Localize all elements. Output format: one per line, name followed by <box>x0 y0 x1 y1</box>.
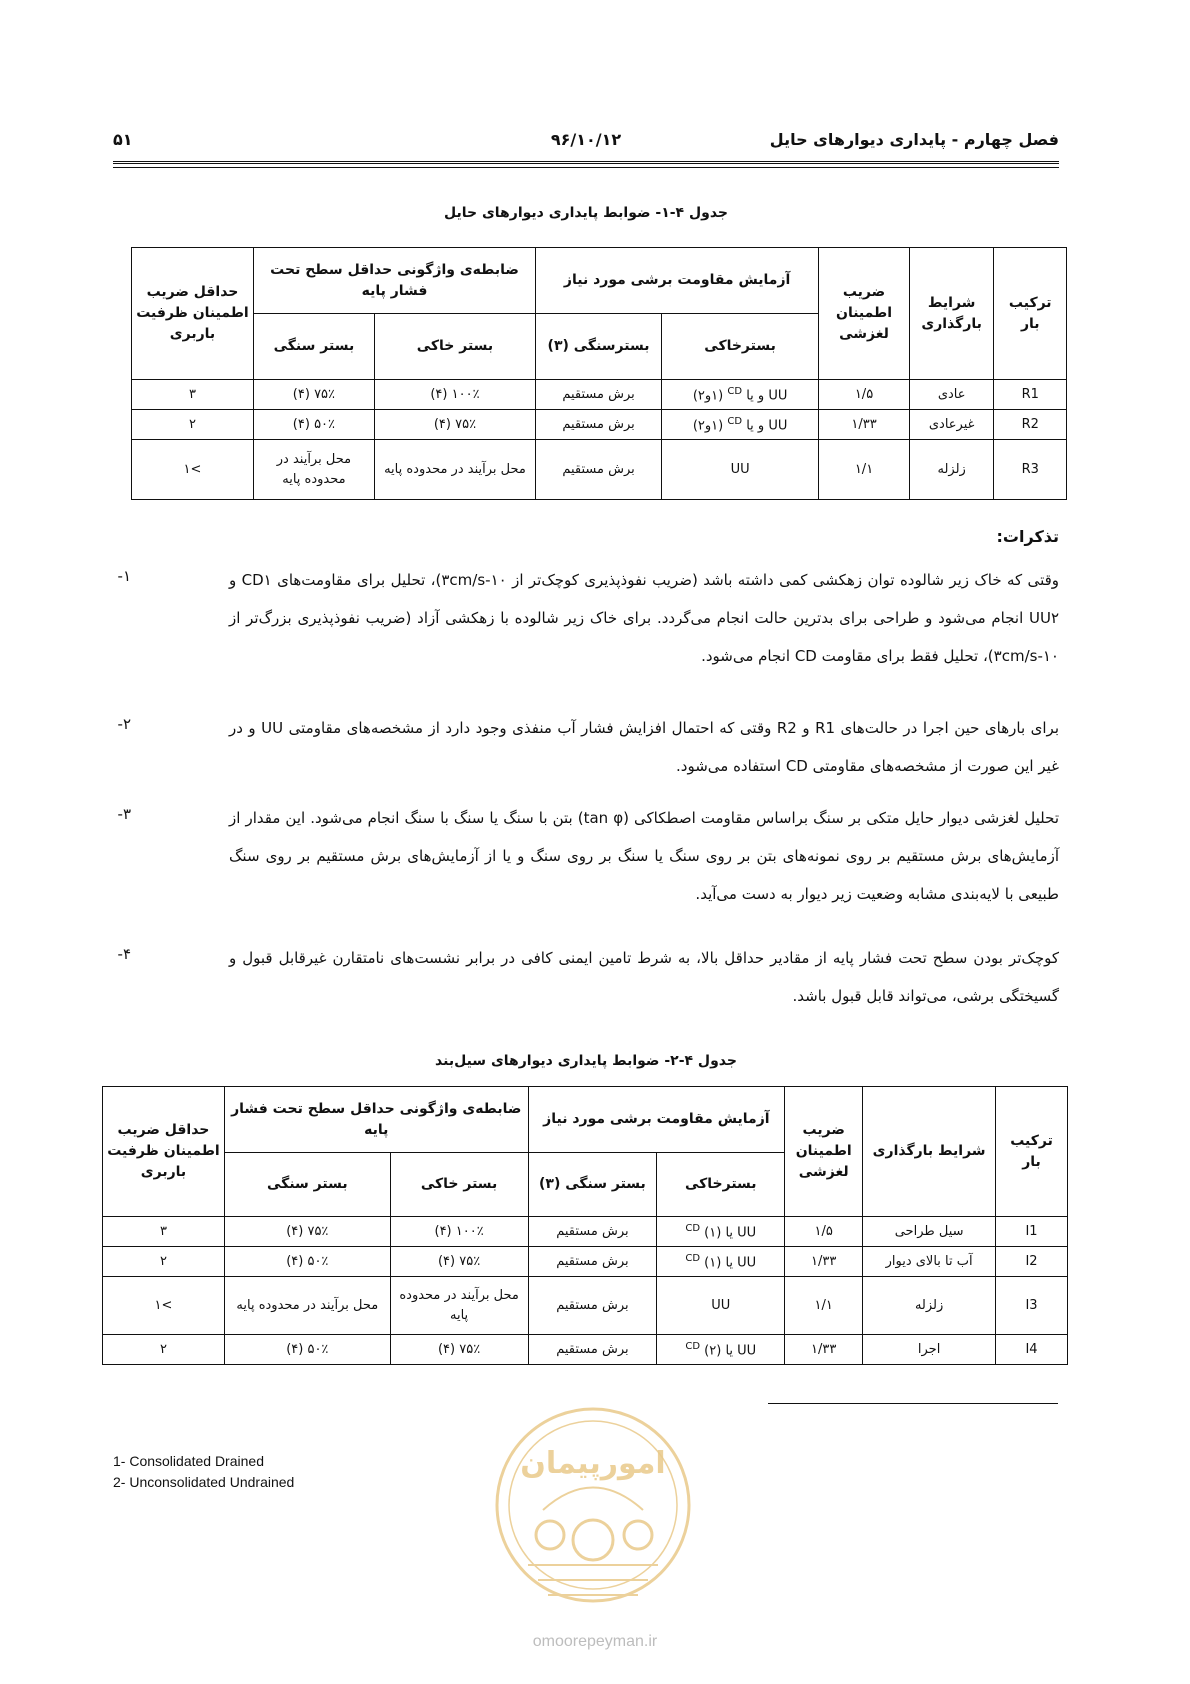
table2 <box>102 1086 1068 1365</box>
t1-rock: برش مستقیم <box>536 440 662 500</box>
t1-soil: UU <box>662 440 819 500</box>
t1-sliding: ۱/۵ <box>819 380 910 410</box>
t1-h-rock: بسترسنگی (۳) <box>536 314 662 380</box>
t1-condition: عادی <box>909 380 994 410</box>
t1-h-soil: بسترخاکی <box>662 314 819 380</box>
t1-bearing: ۳ <box>132 380 254 410</box>
t2-soil: UU یا $^{CD}$ (۱) <box>657 1247 785 1277</box>
t2-h-bearing: حداقل ضریب اطمینان ظرفیت باربری <box>103 1087 225 1217</box>
t1-h-combo: ترکیب بار <box>994 248 1067 380</box>
t2-ot-soil: محل برآیند در محدوده پایه <box>390 1277 528 1335</box>
seal-text: امورپیمان <box>520 1446 666 1481</box>
t2-condition: آب تا بالای دیوار <box>863 1247 996 1277</box>
t1-h-bearing: حداقل ضریب اطمینان ظرفیت باربری <box>132 248 254 380</box>
t2-ot-rock: ۵۰٪ (۴) <box>224 1335 390 1365</box>
watermark-seal-icon <box>488 1395 698 1625</box>
t2-ot-soil: ۷۵٪ (۴) <box>390 1247 528 1277</box>
t2-bearing: ۲ <box>103 1247 225 1277</box>
table-row <box>103 1217 1068 1247</box>
t2-ot-soil: ۷۵٪ (۴) <box>390 1335 528 1365</box>
t2-soil: UU یا $^{CD}$ (۲) <box>657 1335 785 1365</box>
t2-sliding: ۱/۱ <box>785 1277 863 1335</box>
t2-h-soil: بسترخاکی <box>657 1153 785 1217</box>
table2-caption: جدول ۴-۲- ضوابط پایداری دیوارهای سیل‌بند <box>435 1053 737 1069</box>
t2-sliding: ۱/۵ <box>785 1217 863 1247</box>
t2-ot-soil: ۱۰۰٪ (۴) <box>390 1217 528 1247</box>
footnote-rule <box>768 1403 1058 1404</box>
t1-ot-rock: محل برآیند در محدوده پایه <box>253 440 374 500</box>
t1-h-condition: شرایط بارگذاری <box>909 248 994 380</box>
t2-soil: UU یا $^{CD}$ (۱) <box>657 1217 785 1247</box>
t1-rock: برش مستقیم <box>536 380 662 410</box>
t1-h-ot-soil: بستر خاکی <box>374 314 535 380</box>
t2-bearing: ۳ <box>103 1217 225 1247</box>
t2-ot-rock: ۷۵٪ (۴) <box>224 1217 390 1247</box>
t2-h-combo: ترکیب بار <box>996 1087 1068 1217</box>
note-number: ۳- <box>117 805 131 823</box>
t1-h-ot-rock: بستر سنگی <box>253 314 374 380</box>
table1-caption: جدول ۴-۱- ضوابط پایداری دیوارهای حایل <box>444 205 728 221</box>
table-row <box>132 380 1067 410</box>
table-row <box>103 1335 1068 1365</box>
t1-ot-soil: ۷۵٪ (۴) <box>374 410 535 440</box>
note-text: کوچک‌تر بودن سطح تحت فشار پایه از مقادیر حداقل بالا، به شرط تامین ایمنی کافی در برابر نشست‌های نامتقارن غیرقابل قبول و گسیختگی برشی، می‌تواند قابل قبول باشد. <box>229 949 1059 1005</box>
footnote: 1- Consolidated Drained <box>113 1453 264 1469</box>
t2-combo: I2 <box>996 1247 1068 1277</box>
t1-bearing: ۲ <box>132 410 254 440</box>
t2-h-shear: آزمایش مقاومت برشی مورد نیاز <box>528 1087 785 1153</box>
header-rule <box>113 161 1059 168</box>
note-number: ۲- <box>117 715 131 733</box>
t1-h-overturn: ضابطه‌ی واژگونی حداقل سطح تحت فشار پایه <box>253 248 535 314</box>
table1 <box>131 247 1067 500</box>
t2-rock: برش مستقیم <box>528 1277 657 1335</box>
note-text: تحلیل لغزشی دیوار حایل متکی بر سنگ براساس مقاومت اصطکاکی (tan φ) بتن با سنگ یا سنگ با سنگ انجام می‌شود. این مقدار از آزمایش‌های برش مستقیم بر روی نمونه‌های بتن بر روی سنگ یا سنگ بر روی سنگ و یا از آزمایش‌های برش مستقیم بر روی سنگ طبیعی با لایه‌بندی مشابه وضعیت زیر دیوار به دست می‌آید. <box>229 809 1059 903</box>
footnote: 2- Unconsolidated Undrained <box>113 1474 295 1490</box>
note-number: ۱- <box>117 567 131 585</box>
t1-combo: R3 <box>994 440 1067 500</box>
chapter-title: فصل چهارم - پایداری دیوارهای حایل <box>769 130 1059 149</box>
t2-sliding: ۱/۳۳ <box>785 1247 863 1277</box>
t2-ot-rock: محل برآیند در محدوده پایه <box>224 1277 390 1335</box>
t1-ot-rock: ۵۰٪ (۴) <box>253 410 374 440</box>
header-date: ۹۶/۱۰/۱۲ <box>550 130 622 149</box>
table-row <box>132 410 1067 440</box>
t2-h-overturn: ضابطه‌ی واژگونی حداقل سطح تحت فشار پایه <box>224 1087 528 1153</box>
page-number: ۵۱ <box>113 130 133 149</box>
t2-h-condition: شرایط بارگذاری <box>863 1087 996 1217</box>
t2-h-ot-soil: بستر خاکی <box>390 1153 528 1217</box>
note-text: وقتی که خاک زیر شالوده توان زهکشی کمی داشته باشد (ضریب نفوذپذیری کوچک‌تر از ۱۰-۳cm/s)، تحلیل برای مقاومت‌های CD۱ و UU۲ انجام می‌شود و طراحی برای بدترین حالت انجام می‌گردد. برای خاک زیر شالوده با زهکشی آزاد (ضریب نفوذپذیری بزرگ‌تر از ۱۰-۳cm/s)، تحلیل فقط برای مقاومت CD انجام می‌شود. <box>229 571 1060 665</box>
t1-ot-soil: محل برآیند در محدوده پایه <box>374 440 535 500</box>
t2-h-ot-rock: بستر سنگی <box>224 1153 390 1217</box>
t2-h-rock: بستر سنگی (۳) <box>528 1153 657 1217</box>
t1-soil: UU و یا $^{CD}$ (۱و۲) <box>662 410 819 440</box>
t2-condition: زلزله <box>863 1277 996 1335</box>
t2-ot-rock: ۵۰٪ (۴) <box>224 1247 390 1277</box>
page-header <box>113 130 1059 160</box>
t2-rock: برش مستقیم <box>528 1217 657 1247</box>
t1-h-shear: آزمایش مقاومت برشی مورد نیاز <box>536 248 819 314</box>
t2-rock: برش مستقیم <box>528 1247 657 1277</box>
t1-combo: R1 <box>994 380 1067 410</box>
t1-soil: UU و یا $^{CD}$ (۱و۲) <box>662 380 819 410</box>
t2-soil: UU <box>657 1277 785 1335</box>
t1-combo: R2 <box>994 410 1067 440</box>
t2-bearing: >۱ <box>103 1277 225 1335</box>
t1-condition: غیرعادی <box>909 410 994 440</box>
table-row <box>132 440 1067 500</box>
t2-combo: I1 <box>996 1217 1068 1247</box>
notes-title: تذکرات: <box>996 527 1059 546</box>
t1-condition: زلزله <box>909 440 994 500</box>
t1-h-sliding: ضریب اطمینان لغزشی <box>819 248 910 380</box>
note-number: ۴- <box>117 945 131 963</box>
watermark-site: omoorepeyman.ir <box>532 1633 658 1650</box>
t1-rock: برش مستقیم <box>536 410 662 440</box>
t2-rock: برش مستقیم <box>528 1335 657 1365</box>
t1-sliding: ۱/۱ <box>819 440 910 500</box>
t1-sliding: ۱/۳۳ <box>819 410 910 440</box>
t1-ot-soil: ۱۰۰٪ (۴) <box>374 380 535 410</box>
t1-ot-rock: ۷۵٪ (۴) <box>253 380 374 410</box>
table-row <box>103 1247 1068 1277</box>
t2-combo: I4 <box>996 1335 1068 1365</box>
t2-h-sliding: ضریب اطمینان لغزشی <box>785 1087 863 1217</box>
table-row <box>103 1277 1068 1335</box>
t2-bearing: ۲ <box>103 1335 225 1365</box>
t1-bearing: >۱ <box>132 440 254 500</box>
t2-combo: I3 <box>996 1277 1068 1335</box>
note-text: برای بارهای حین اجرا در حالت‌های R1 و R2 وقتی که احتمال افزایش فشار آب منفذی وجود دارد از مشخصه‌های مقاومتی UU و در غیر این صورت از مشخصه‌های مقاومتی CD استفاده می‌شود. <box>229 719 1059 775</box>
t2-sliding: ۱/۳۳ <box>785 1335 863 1365</box>
t2-condition: اجرا <box>863 1335 996 1365</box>
t2-condition: سیل طراحی <box>863 1217 996 1247</box>
